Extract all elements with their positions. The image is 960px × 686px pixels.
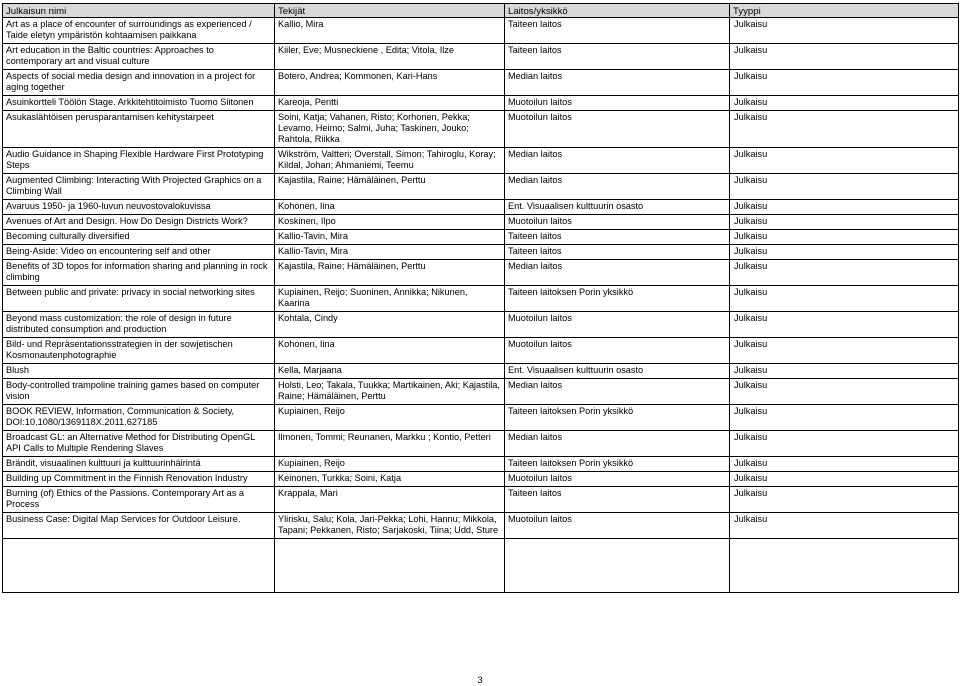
table-body <box>3 18 959 593</box>
authors-cell: Soini, Katja; Vahanen, Risto; Korhonen, Pekka; Levamo, Heimo; Salmi, Juha; Taskinen, Jouko; Rahtola, Riikka <box>275 111 505 148</box>
publication-name-cell: Business Case: Digital Map Services for Outdoor Leisure. <box>3 513 275 539</box>
department-cell: Muotoilun laitos <box>505 215 730 230</box>
publication-name-cell: Art as a place of encounter of surroundings as experienced / Taide eletyn ympäristön kohtaamisen paikkana <box>3 18 275 44</box>
department-cell: Muotoilun laitos <box>505 472 730 487</box>
publication-name-cell: Art education in the Baltic countries: Approaches to contemporary art and visual culture <box>3 44 275 70</box>
table-row <box>3 472 959 487</box>
type-cell: Julkaisu <box>730 312 959 338</box>
type-cell: Julkaisu <box>730 457 959 472</box>
type-cell: Julkaisu <box>730 405 959 431</box>
table-row <box>3 148 959 174</box>
authors-cell: Koskinen, Ilpo <box>275 215 505 230</box>
publication-name-cell: Aspects of social media design and innovation in a project for aging together <box>3 70 275 96</box>
publication-name-cell: Augmented Climbing: Interacting With Projected Graphics on a Climbing Wall <box>3 174 275 200</box>
table-row <box>3 44 959 70</box>
type-cell: Julkaisu <box>730 338 959 364</box>
authors-cell: Kohtala, Cindy <box>275 312 505 338</box>
table-row <box>3 18 959 44</box>
publication-name-cell: Becoming culturally diversified <box>3 230 275 245</box>
authors-cell: Kella, Marjaana <box>275 364 505 379</box>
header-department: Laitos/yksikkö <box>505 4 730 18</box>
table-filler-row <box>3 539 959 593</box>
publication-name-cell: Audio Guidance in Shaping Flexible Hardware First Prototyping Steps <box>3 148 275 174</box>
table-header <box>3 4 959 18</box>
department-cell: Taiteen laitos <box>505 230 730 245</box>
authors-cell: Krappala, Mari <box>275 487 505 513</box>
authors-cell: Kupiainen, Reijo; Suoninen, Annikka; Nikunen, Kaarina <box>275 286 505 312</box>
department-cell: Taiteen laitos <box>505 44 730 70</box>
department-cell: Muotoilun laitos <box>505 111 730 148</box>
publication-name-cell: Asuinkortteli Töölön Stage. Arkkitehtitoimisto Tuomo Siitonen <box>3 96 275 111</box>
authors-cell: Kohonen, Iina <box>275 200 505 215</box>
publication-name-cell: Being-Aside: Video on encountering self and other <box>3 245 275 260</box>
table-row <box>3 174 959 200</box>
table-row <box>3 260 959 286</box>
publications-table <box>2 3 959 593</box>
department-cell: Muotoilun laitos <box>505 96 730 111</box>
table-row <box>3 200 959 215</box>
authors-cell: Wikström, Valtteri; Overstall, Simon; Tahiroglu, Koray; Kildal, Johan; Ahmaniemi, Teemu <box>275 148 505 174</box>
type-cell: Julkaisu <box>730 364 959 379</box>
table-row <box>3 230 959 245</box>
type-cell: Julkaisu <box>730 245 959 260</box>
type-cell: Julkaisu <box>730 44 959 70</box>
table-row <box>3 405 959 431</box>
table-row <box>3 338 959 364</box>
department-cell: Median laitos <box>505 174 730 200</box>
type-cell: Julkaisu <box>730 18 959 44</box>
publication-name-cell: Between public and private: privacy in social networking sites <box>3 286 275 312</box>
type-cell: Julkaisu <box>730 487 959 513</box>
type-cell: Julkaisu <box>730 215 959 230</box>
department-cell: Muotoilun laitos <box>505 513 730 539</box>
table-row <box>3 379 959 405</box>
table-row <box>3 513 959 539</box>
authors-cell: Keinonen, Turkka; Soini, Katja <box>275 472 505 487</box>
authors-cell: Kallio-Tavin, Mira <box>275 230 505 245</box>
table-row <box>3 111 959 148</box>
type-cell: Julkaisu <box>730 174 959 200</box>
page-number: 3 <box>477 675 483 686</box>
authors-cell: Holsti, Leo; Takala, Tuukka; Martikainen, Aki; Kajastila, Raine; Hämäläinen, Perttu <box>275 379 505 405</box>
publication-name-cell: Avenues of Art and Design. How Do Design Districts Work? <box>3 215 275 230</box>
table-row <box>3 364 959 379</box>
authors-cell: Ilmonen, Tommi; Reunanen, Markku ; Kontio, Petteri <box>275 431 505 457</box>
table-row <box>3 215 959 230</box>
authors-cell: Ylirisku, Salu; Kola, Jari-Pekka; Lohi, Hannu; Mikkola, Tapani; Pekkanen, Risto; Sarjakoski, Tiina; Udd, Sture <box>275 513 505 539</box>
empty-cell <box>3 539 275 593</box>
table-row <box>3 487 959 513</box>
department-cell: Taiteen laitoksen Porin yksikkö <box>505 286 730 312</box>
type-cell: Julkaisu <box>730 148 959 174</box>
department-cell: Median laitos <box>505 70 730 96</box>
type-cell: Julkaisu <box>730 96 959 111</box>
department-cell: Taiteen laitoksen Porin yksikkö <box>505 457 730 472</box>
type-cell: Julkaisu <box>730 70 959 96</box>
publication-name-cell: BOOK REVIEW, Information, Communication & Society, DOI:10.1080/1369118X.2011.627185 <box>3 405 275 431</box>
department-cell: Taiteen laitos <box>505 245 730 260</box>
authors-cell: Kajastila, Raine; Hämäläinen, Perttu <box>275 260 505 286</box>
table-row <box>3 457 959 472</box>
authors-cell: Botero, Andrea; Kommonen, Kari-Hans <box>275 70 505 96</box>
header-publication-name: Julkaisun nimi <box>3 4 275 18</box>
department-cell: Median laitos <box>505 431 730 457</box>
table-row <box>3 286 959 312</box>
department-cell: Ent. Visuaalisen kulttuurin osasto <box>505 364 730 379</box>
table-row <box>3 245 959 260</box>
table-row <box>3 312 959 338</box>
header-authors: Tekijät <box>275 4 505 18</box>
type-cell: Julkaisu <box>730 472 959 487</box>
table-row <box>3 70 959 96</box>
authors-cell: Kallio-Tavin, Mira <box>275 245 505 260</box>
type-cell: Julkaisu <box>730 260 959 286</box>
department-cell: Median laitos <box>505 379 730 405</box>
authors-cell: Kareoja, Pentti <box>275 96 505 111</box>
authors-cell: Kajastila, Raine; Hämäläinen, Perttu <box>275 174 505 200</box>
header-type: Tyyppi <box>730 4 959 18</box>
publication-name-cell: Broadcast GL: an Alternative Method for Distributing OpenGL API Calls to Multiple Rendering Slaves <box>3 431 275 457</box>
publication-name-cell: Benefits of 3D topos for information sharing and planning in rock climbing <box>3 260 275 286</box>
department-cell: Taiteen laitoksen Porin yksikkö <box>505 405 730 431</box>
publication-name-cell: Burning (of) Ethics of the Passions. Contemporary Art as a Process <box>3 487 275 513</box>
empty-cell <box>275 539 505 593</box>
publication-name-cell: Building up Commitment in the Finnish Renovation Industry <box>3 472 275 487</box>
department-cell: Median laitos <box>505 260 730 286</box>
empty-cell <box>730 539 959 593</box>
type-cell: Julkaisu <box>730 111 959 148</box>
publication-name-cell: Brändit, visuaalinen kulttuuri ja kulttuurinhäirintä <box>3 457 275 472</box>
authors-cell: Kallio, Mira <box>275 18 505 44</box>
authors-cell: Kiiler, Eve; Musneckiene , Edita; Vitola, Ilze <box>275 44 505 70</box>
type-cell: Julkaisu <box>730 200 959 215</box>
type-cell: Julkaisu <box>730 379 959 405</box>
authors-cell: Kohonen, Iina <box>275 338 505 364</box>
table-row <box>3 96 959 111</box>
publication-name-cell: Avaruus 1950- ja 1960-luvun neuvostovalokuvissa <box>3 200 275 215</box>
department-cell: Muotoilun laitos <box>505 312 730 338</box>
department-cell: Taiteen laitos <box>505 487 730 513</box>
publication-name-cell: Body-controlled trampoline training games based on computer vision <box>3 379 275 405</box>
publication-name-cell: Asukaslähtöisen perusparantamisen kehitystarpeet <box>3 111 275 148</box>
publication-name-cell: Blush <box>3 364 275 379</box>
table-row <box>3 431 959 457</box>
department-cell: Muotoilun laitos <box>505 338 730 364</box>
type-cell: Julkaisu <box>730 513 959 539</box>
type-cell: Julkaisu <box>730 230 959 245</box>
department-cell: Taiteen laitos <box>505 18 730 44</box>
authors-cell: Kupiainen, Reijo <box>275 405 505 431</box>
header-row <box>3 4 959 18</box>
type-cell: Julkaisu <box>730 431 959 457</box>
publication-name-cell: Beyond mass customization: the role of design in future distributed consumption and production <box>3 312 275 338</box>
authors-cell: Kupiainen, Reijo <box>275 457 505 472</box>
department-cell: Ent. Visuaalisen kulttuurin osasto <box>505 200 730 215</box>
publication-name-cell: Bild- und Repräsentationsstrategien in der sowjetischen Kosmonautenphotographie <box>3 338 275 364</box>
type-cell: Julkaisu <box>730 286 959 312</box>
department-cell: Median laitos <box>505 148 730 174</box>
empty-cell <box>505 539 730 593</box>
